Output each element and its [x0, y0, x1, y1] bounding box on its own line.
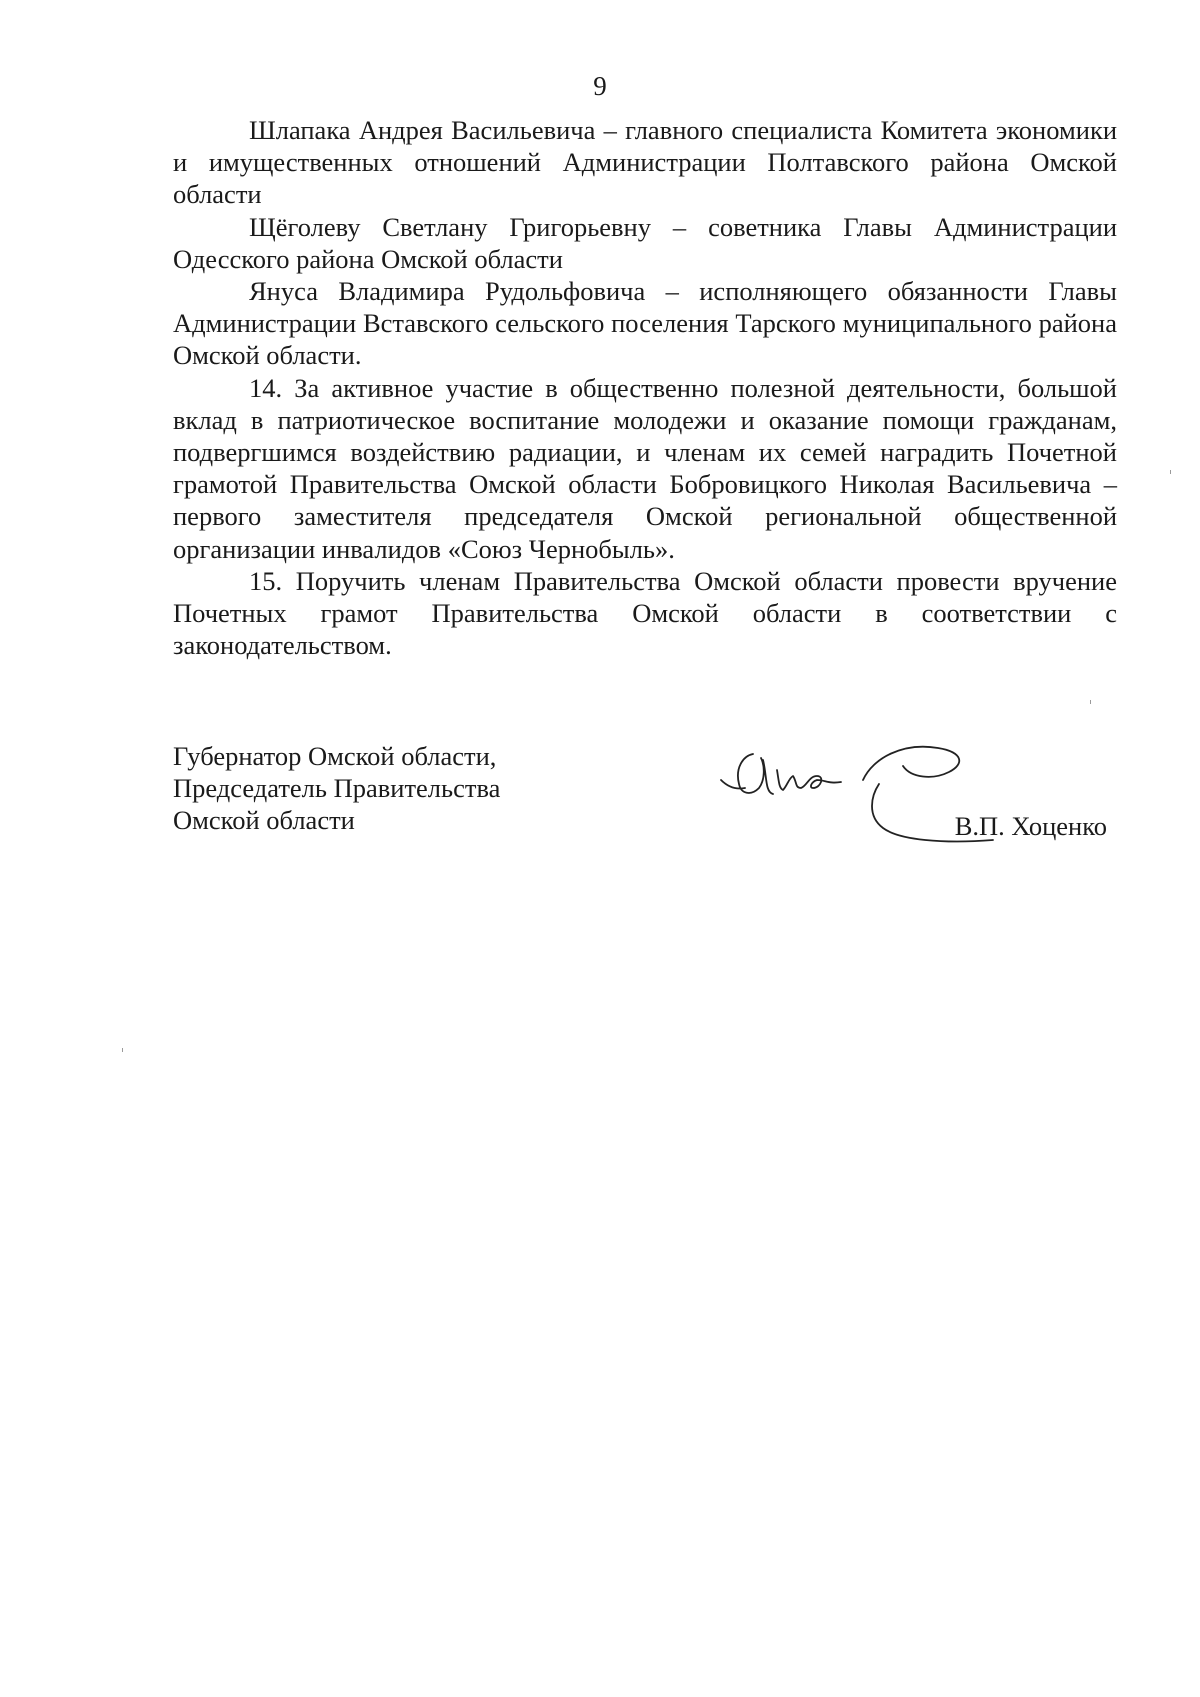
signature-block	[173, 740, 1117, 860]
scan-artifact	[1170, 470, 1171, 474]
paragraph-item-14: 14. За активное участие в общественно полезной деятельности, большой вклад в патриотическое воспитание молодежи и оказание помощи гражданам, подвергшимся воздействию радиации, и членам их семей наградить Почетной грамотой Правительства Омской области Бобровицкого Николая Васильевича – первого заместителя председателя Омской региональной общественной организации инвалидов «Союз Чернобыль».	[173, 372, 1117, 564]
signatory-title-line: Председатель Правительства	[173, 773, 501, 804]
signatory-title-line: Губернатор Омской области,	[173, 741, 497, 771]
paragraph-yanus: Януса Владимира Рудольфовича – исполняющего обязанности Главы Администрации Вставского сельского поселения Тарского муниципального района Омской области.	[173, 276, 1117, 371]
signatory-title-line: Омской области	[173, 805, 355, 836]
paragraph-item-15: 15. Поручить членам Правительства Омской области провести вручение Почетных грамот Правительства Омской области в соответствии с законодательством.	[173, 565, 1117, 661]
scan-artifact	[122, 1048, 123, 1052]
scan-artifact	[1090, 700, 1091, 704]
paragraph-shlapak: Шлапака Андрея Васильевича – главного специалиста Комитета экономики и имущественных отношений Администрации Полтавского района Омской области	[173, 115, 1117, 210]
signatory-name: В.П. Хоценко	[954, 811, 1107, 841]
paragraph-shchegoleva: Щёголеву Светлану Григорьевну – советника Главы Администрации Одесского района Омской области	[173, 211, 1117, 274]
signatory-title	[173, 740, 500, 837]
page-number: 9	[593, 71, 607, 101]
document-body	[173, 114, 1117, 661]
